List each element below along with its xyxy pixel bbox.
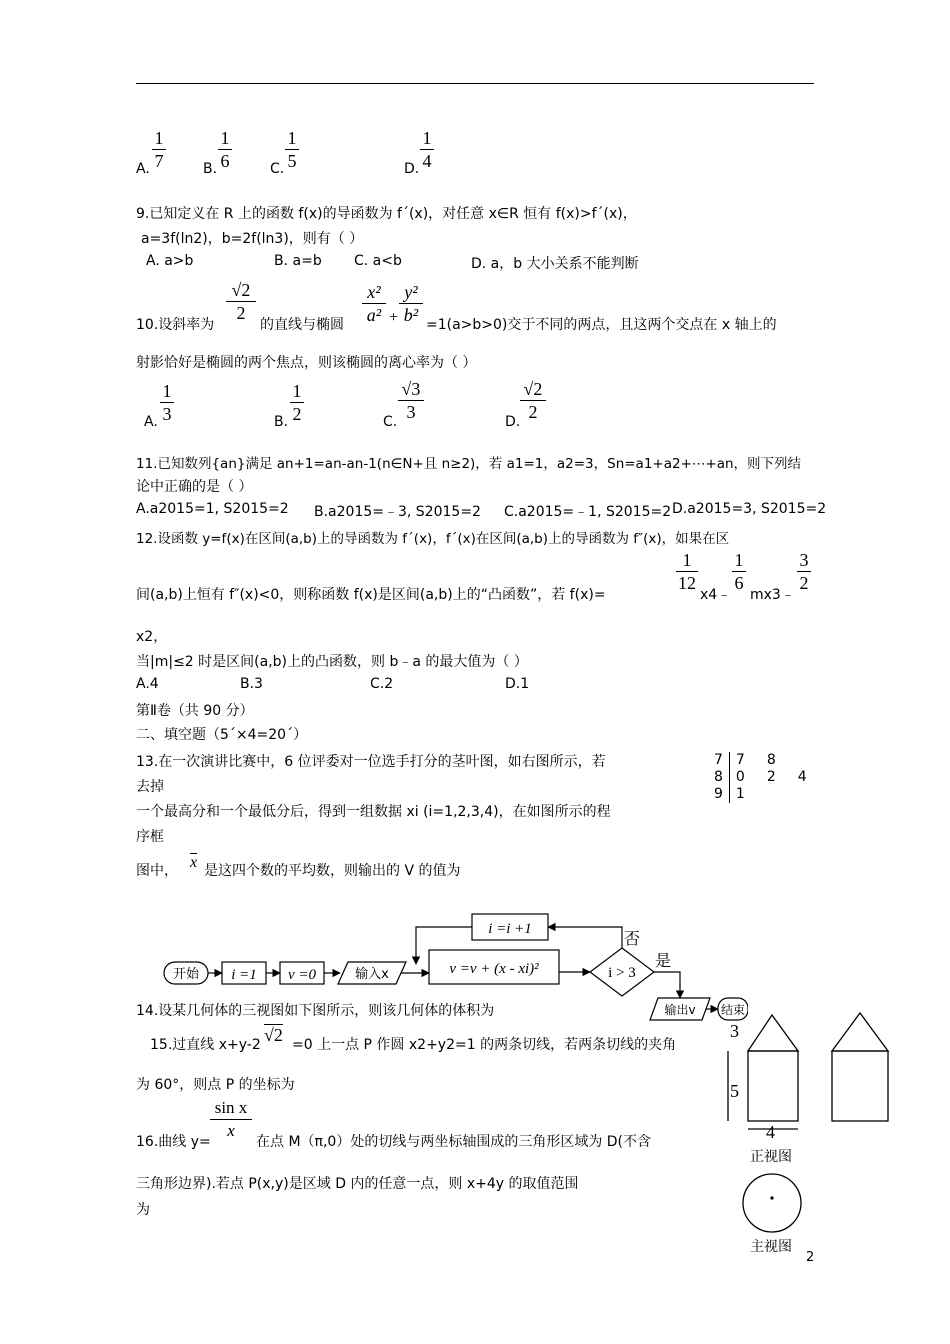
q10-option-b-fraction: 1 2 xyxy=(290,381,304,424)
stem-row xyxy=(708,786,813,803)
header-rule xyxy=(136,83,814,84)
leaf-value: 1 xyxy=(735,786,745,802)
front-view-body xyxy=(748,1051,798,1121)
leaf-value: 2 xyxy=(766,769,776,785)
stem-leaf-plot xyxy=(708,752,813,803)
q11-option-d: D.a2015=3, S2015=2 xyxy=(672,501,827,517)
stem-value: 9 xyxy=(708,786,730,803)
dim-top-label: 3 xyxy=(730,1021,739,1041)
q9-option-a: A. a>b xyxy=(146,253,194,269)
q9-option-c: C. a<b xyxy=(354,253,402,269)
flow-output-label: 输出v xyxy=(664,1003,696,1017)
flow-start-label: 开始 xyxy=(172,967,200,982)
dim-bottom-label: 4 xyxy=(766,1122,775,1142)
q12-option-b: B.3 xyxy=(240,676,263,692)
flow-update-label: v =v + (x - xi)² xyxy=(449,961,539,977)
q11-line-2: 论中正确的是（ ） xyxy=(136,479,253,495)
q16-suffix: 在点 M（π,0）处的切线与两坐标轴围成的三角形区域为 D(不含 xyxy=(256,1134,652,1150)
q10-option-a-fraction: 1 3 xyxy=(160,381,174,424)
q12-term-1: x4﹣ xyxy=(700,587,732,603)
q13-line-1: 13.在一次演讲比赛中，6 位评委对一位选手打分的茎叶图，如右图所示，若 xyxy=(136,754,606,770)
flow-no-label: 否 xyxy=(624,929,641,948)
q8-option-a-label: A. xyxy=(136,161,150,177)
flow-condition-label: i > 3 xyxy=(608,965,636,981)
q8-option-b-fraction: 1 6 xyxy=(218,128,232,171)
q16-line-2: 三角形边界).若点 P(x,y)是区域 D 内的任意一点，则 x+4y 的取值范围 xyxy=(136,1176,579,1192)
q10-option-b-label: B. xyxy=(274,414,289,430)
q12-line-4: 当|m|≤2 时是区间(a,b)上的凸函数，则 b﹣a 的最大值为（ ） xyxy=(136,654,528,670)
q10-plus: + xyxy=(389,309,399,326)
q12-term-2: mx3﹣ xyxy=(750,587,795,603)
side-view-roof xyxy=(832,1013,888,1051)
q10-option-c-fraction: √3 3 xyxy=(398,379,424,422)
page-number: 2 xyxy=(806,1250,815,1265)
q12-fraction-2: 1 6 xyxy=(732,550,746,593)
q10-option-d-label: D. xyxy=(505,414,521,430)
q12-option-c: C.2 xyxy=(370,676,394,692)
q16-fraction: sin x x xyxy=(210,1098,252,1141)
q15-line-2: 为 60°，则点 P 的坐标为 xyxy=(136,1077,295,1093)
flow-yes-label: 是 xyxy=(655,951,672,970)
section-fill-in-title: 二、填空题（5´×4=20´） xyxy=(136,727,308,743)
flow-init-v-label: v =0 xyxy=(287,967,317,983)
q8-option-b-label: B. xyxy=(203,161,218,177)
q13-line-2: 去掉 xyxy=(136,779,164,795)
q9-line-2: a=3f(ln2)，b=2f(ln3)，则有（ ） xyxy=(141,231,364,247)
q9-option-b: B. a=b xyxy=(274,253,322,269)
q13-xbar: $\overline{x}$ xyxy=(190,854,198,871)
q14-text: 14.设某几何体的三视图如下图所示，则该几何体的体积为 xyxy=(136,1003,495,1019)
q12-line-1: 12.设函数 y=f(x)在区间(a,b)上的导函数为 f´(x)，f´(x)在区间(a,b)上的导函数为 f″(x)，如果在区 xyxy=(136,531,730,547)
q8-option-a-fraction: 1 7 xyxy=(152,128,166,171)
q12-line-3: x2， xyxy=(136,629,168,645)
q10-slope-fraction: √2 2 xyxy=(226,280,256,323)
leaf-value: 8 xyxy=(766,752,776,768)
stem-row xyxy=(708,752,813,769)
q12-fraction-1: 1 12 xyxy=(678,550,696,593)
q10-line-2: 射影恰好是椭圆的两个焦点，则该椭圆的离心率为（ ） xyxy=(136,355,477,371)
flow-input-label: 输入x xyxy=(355,967,389,982)
q10-prefix: 10.设斜率为 xyxy=(136,317,215,333)
q11-option-a: A.a2015=1, S2015=2 xyxy=(136,501,289,517)
flow-init-i-label: i =1 xyxy=(231,967,257,983)
q10-y-fraction: y² b² xyxy=(399,282,423,325)
q10-x-fraction: x² a² xyxy=(362,282,386,325)
q10-option-d-fraction: √2 2 xyxy=(520,379,546,422)
stem-value: 8 xyxy=(708,769,730,786)
q13-line-4: 序框 xyxy=(136,829,164,845)
q11-line-1: 11.已知数列{an}满足 an+1=an-an-1(n∈N+且 n≥2)，若 a1=1，a2=3，Sn=a1+a2+⋯+an，则下列结 xyxy=(136,456,802,472)
stem-row xyxy=(708,769,813,786)
leaf-value: 4 xyxy=(797,769,807,785)
leaf-value xyxy=(782,752,813,769)
q12-option-d: D.1 xyxy=(505,676,530,692)
q10-option-c-label: C. xyxy=(383,414,398,430)
top-view-circle xyxy=(743,1174,801,1232)
top-view-center-dot xyxy=(770,1196,773,1199)
dim-side-label: 5 xyxy=(730,1081,739,1101)
flow-end-label: 结束 xyxy=(720,1003,746,1017)
leaf-value: 0 xyxy=(735,769,745,785)
q8-option-c-fraction: 1 5 xyxy=(285,128,299,171)
stem-value: 7 xyxy=(708,752,730,769)
q12-line-2: 间(a,b)上恒有 f″(x)<0，则称函数 f(x)是区间(a,b)上的“凸函数”，若 f(x)= xyxy=(136,587,606,603)
q15-sqrt: √2 xyxy=(264,1025,283,1045)
q8-option-c-label: C. xyxy=(270,161,285,177)
q11-option-c: C.a2015=﹣1, S2015=2 xyxy=(504,504,672,520)
flow-increment-label: i =i +1 xyxy=(488,921,532,937)
q16-prefix: 16.曲线 y= xyxy=(136,1134,211,1150)
q11-option-b: B.a2015=﹣3, S2015=2 xyxy=(314,504,481,520)
q15-prefix: 15.过直线 x+y-2 xyxy=(150,1037,261,1053)
q13-line-5-suffix: 是这四个数的平均数，则输出的 V 的值为 xyxy=(204,863,461,879)
q15-suffix: =0 上一点 P 作圆 x2+y2=1 的两条切线，若两条切线的夹角 xyxy=(292,1037,677,1053)
q9-option-d: D. a，b 大小关系不能判断 xyxy=(471,256,639,272)
q9-line-1: 9.已知定义在 R 上的函数 f(x)的导函数为 f´(x)，对任意 x∈R 恒有 f(x)>f´(x)， xyxy=(136,206,637,222)
q13-line-3: 一个最高分和一个最低分后，得到一组数据 xi (i=1,2,3,4)，在如图所示的程 xyxy=(136,804,611,820)
leaf-value xyxy=(751,786,782,803)
three-view-diagram xyxy=(720,1005,900,1265)
front-view-roof xyxy=(748,1015,798,1051)
q16-line-3: 为 xyxy=(136,1202,150,1218)
front-view-label: 正视图 xyxy=(750,1149,792,1165)
leaf-value xyxy=(782,786,813,803)
q12-option-a: A.4 xyxy=(136,676,159,692)
q12-fraction-3: 3 2 xyxy=(797,550,811,593)
q8-option-d-label: D. xyxy=(404,161,420,177)
q10-mid: 的直线与椭圆 xyxy=(260,317,344,333)
top-view-label: 主视图 xyxy=(750,1239,792,1255)
part-2-title: 第Ⅱ卷（共 90 分） xyxy=(136,703,254,719)
side-view-body xyxy=(832,1051,888,1121)
q10-suffix: =1(a>b>0)交于不同的两点，且这两个交点在 x 轴上的 xyxy=(426,317,777,333)
q8-option-d-fraction: 1 4 xyxy=(420,128,434,171)
q10-option-a-label: A. xyxy=(144,414,158,430)
q13-line-5-prefix: 图中， xyxy=(136,863,178,879)
leaf-value: 7 xyxy=(735,752,745,768)
